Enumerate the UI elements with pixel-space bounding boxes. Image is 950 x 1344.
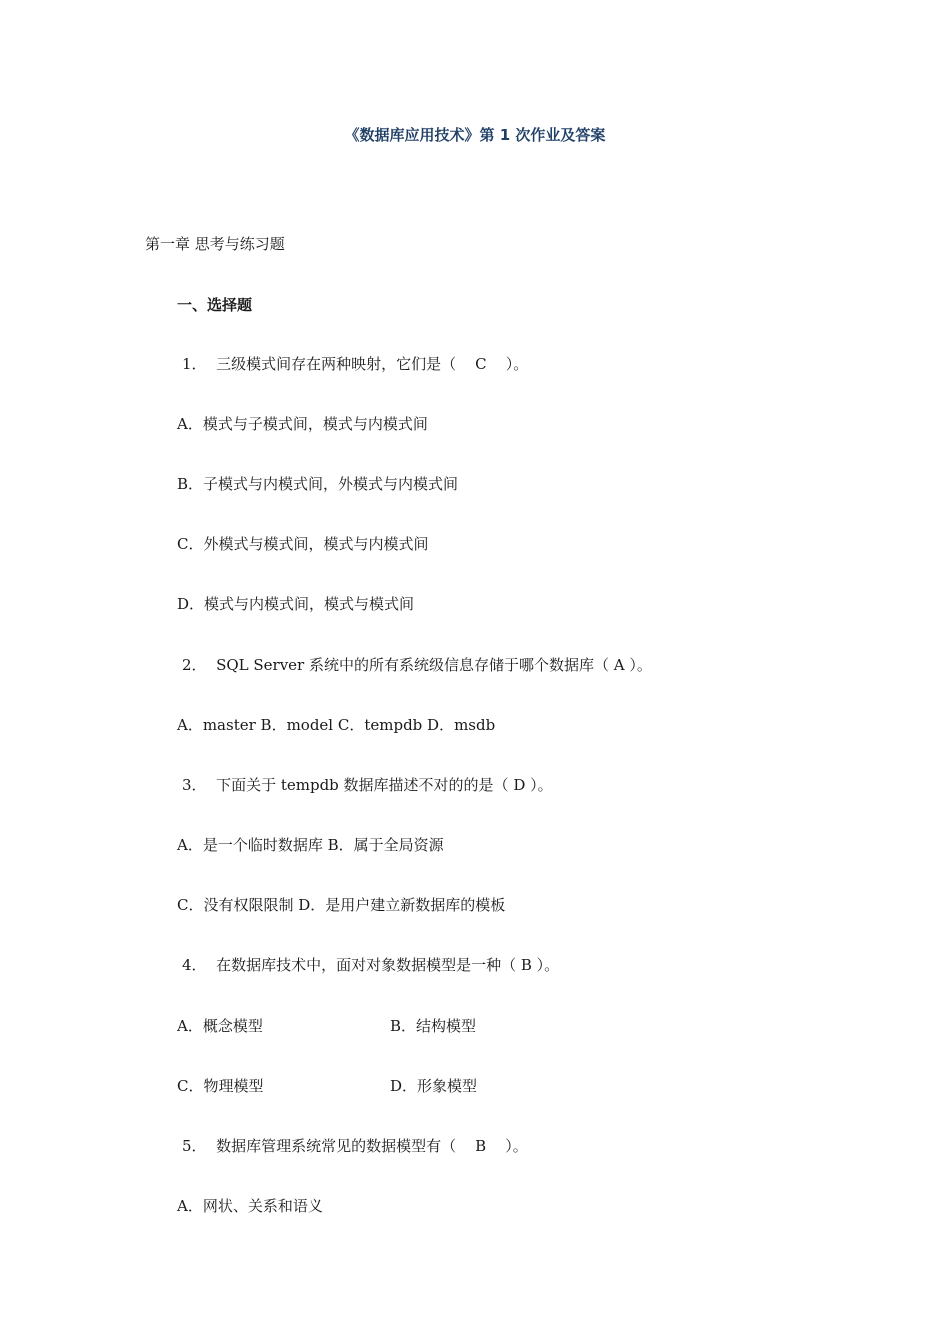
question-5-option-a: A．网状、关系和语义 bbox=[177, 1197, 323, 1215]
question-3-options-ab: A．是一个临时数据库 B．属于全局资源 bbox=[177, 836, 444, 854]
question-5-stem: 5． 数据库管理系统常见的数据模型有（ B ）。 bbox=[182, 1137, 528, 1155]
section-heading: 一、选择题 bbox=[177, 296, 253, 314]
chapter-heading: 第一章 思考与练习题 bbox=[145, 235, 285, 253]
question-3-options-cd: C．没有权限限制 D．是用户建立新数据库的模板 bbox=[177, 896, 506, 914]
question-2-stem: 2． SQL Server 系统中的所有系统级信息存储于哪个数据库（ A ）。 bbox=[182, 656, 652, 674]
question-4-option-b: B．结构模型 bbox=[390, 1017, 477, 1035]
question-1-stem: 1． 三级模式间存在两种映射，它们是（ C ）。 bbox=[182, 355, 529, 373]
document-title: 《数据库应用技术》第 1 次作业及答案 bbox=[344, 126, 606, 144]
question-2-options: A．master B．model C．tempdb D．msdb bbox=[177, 716, 496, 734]
question-4-option-c: C．物理模型 bbox=[177, 1077, 264, 1095]
question-1-option-c: C．外模式与模式间，模式与内模式间 bbox=[177, 535, 429, 553]
question-4-option-a: A．概念模型 bbox=[177, 1017, 263, 1035]
question-4-option-d: D．形象模型 bbox=[390, 1077, 478, 1095]
question-1-option-d: D．模式与内模式间，模式与模式间 bbox=[177, 595, 415, 613]
question-4-stem: 4． 在数据库技术中，面对对象数据模型是一种（ B ）。 bbox=[182, 956, 560, 974]
question-1-option-b: B．子模式与内模式间，外模式与内模式间 bbox=[177, 475, 459, 493]
question-3-stem: 3． 下面关于 tempdb 数据库描述不对的的是（ D ）。 bbox=[182, 776, 553, 794]
question-1-option-a: A．模式与子模式间，模式与内模式间 bbox=[177, 415, 428, 433]
